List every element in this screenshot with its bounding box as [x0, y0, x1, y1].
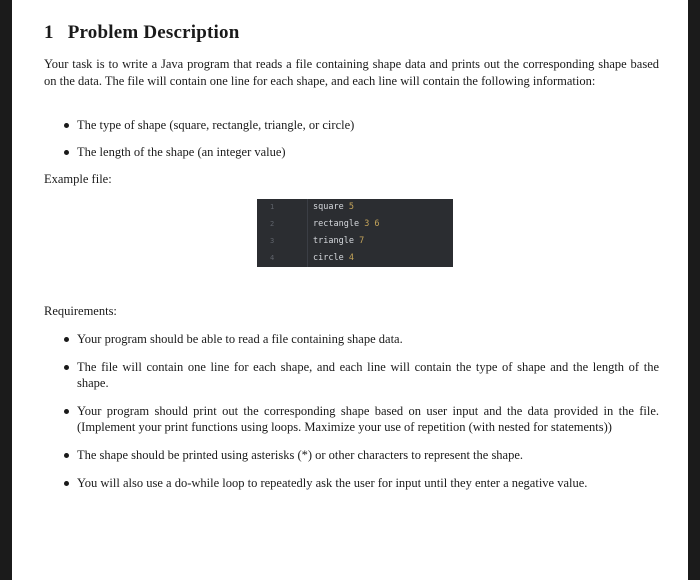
line-number: 4 — [270, 254, 275, 262]
list-item: The shape should be printed using asterisks (*) or other characters to represent the shape. — [64, 447, 659, 463]
code-line — [313, 236, 364, 246]
section-title: Problem Description — [67, 22, 240, 43]
requirements-label: Requirements: — [44, 304, 117, 318]
right-window-edge — [688, 0, 700, 580]
example-code-block — [257, 199, 453, 267]
shape-keyword: square — [313, 202, 344, 212]
list-item: The type of shape (square, rectangle, triangle, or circle) — [64, 117, 659, 133]
shape-value: 5 — [348, 202, 354, 212]
gutter-divider — [307, 199, 308, 267]
code-line — [313, 253, 354, 263]
line-number: 1 — [270, 203, 275, 211]
document-page — [12, 0, 688, 580]
shape-value: 3 6 — [364, 219, 380, 229]
requirements-list — [64, 331, 659, 503]
line-number: 2 — [270, 220, 275, 228]
left-window-edge — [0, 0, 12, 580]
list-item: The length of the shape (an integer value) — [64, 144, 659, 160]
info-list — [64, 117, 659, 171]
line-number-gutter — [257, 199, 297, 267]
list-item: The file will contain one line for each shape, and each line will contain the type of shape and the length of the shape. — [64, 359, 659, 391]
section-number: 1 — [44, 22, 54, 43]
intro-paragraph: Your task is to write a Java program that reads a file containing shape data and prints out the corresponding shape based on the data. The file will contain one line for each shape, and each line will contain the following information: — [44, 57, 659, 88]
example-label: Example file: — [44, 172, 112, 186]
shape-keyword: circle — [313, 253, 344, 263]
list-item: Your program should print out the corresponding shape based on user input and the data provided in the file. (Implement your print functions using loops. Maximize your use of repetition (with nested for statements)) — [64, 403, 659, 435]
code-line — [313, 202, 354, 212]
list-item: Your program should be able to read a file containing shape data. — [64, 331, 659, 347]
line-number: 3 — [270, 237, 275, 245]
list-item: You will also use a do-while loop to repeatedly ask the user for input until they enter a negative value. — [64, 475, 659, 491]
shape-keyword: triangle — [313, 236, 354, 246]
section-heading — [44, 22, 240, 44]
code-line — [313, 219, 380, 229]
shape-value: 7 — [359, 236, 365, 246]
shape-keyword: rectangle — [313, 219, 360, 229]
shape-value: 4 — [348, 253, 354, 263]
